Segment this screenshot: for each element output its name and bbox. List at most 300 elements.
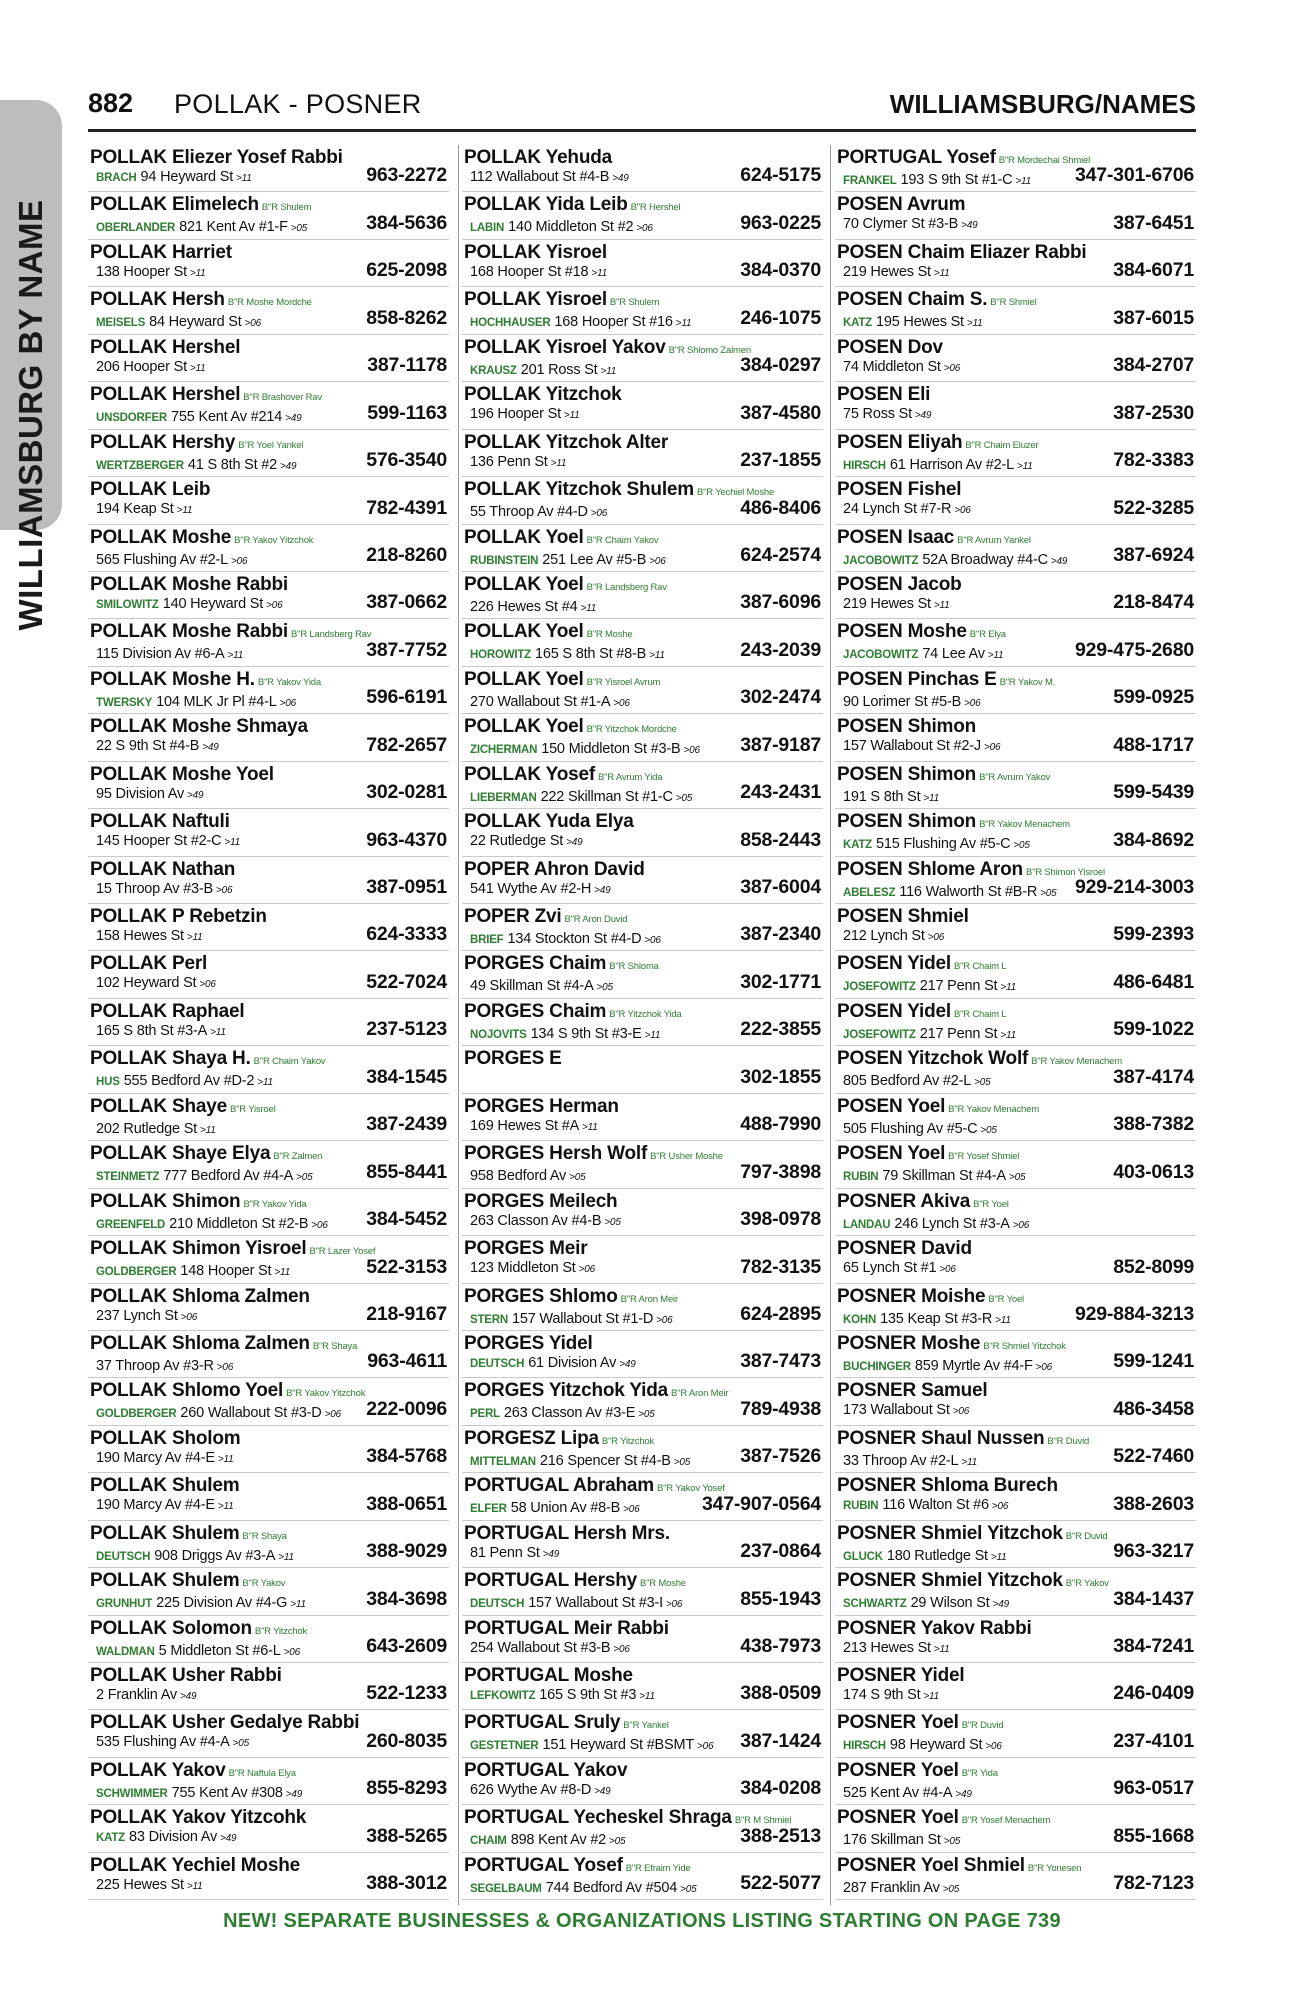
entry-address: 755 Kent Av #214 <box>171 409 283 426</box>
entry-zone: >11 <box>1016 460 1033 472</box>
listing-entry <box>835 1046 1196 1093</box>
entry-phone: 522-3285 <box>1113 496 1194 519</box>
entry-phone: 388-9029 <box>366 1540 447 1563</box>
entry-father: B"R Shmiel Yitzchok <box>983 1340 1066 1352</box>
entry-zone: >06 <box>216 1361 234 1373</box>
entry-address: 260 Wallabout St #3-D <box>180 1405 322 1422</box>
entry-zone: >11 <box>189 267 206 279</box>
entry-name: POSEN Yidel <box>837 1000 951 1022</box>
entry-family: MEISELS <box>96 317 146 330</box>
entry-zone: >05 <box>638 1409 655 1421</box>
entry-zone: >06 <box>590 508 608 520</box>
entry-phone: 963-2272 <box>366 164 447 187</box>
listing-entry <box>88 1426 449 1473</box>
entry-name: POLLAK Yitzchok Alter <box>464 431 669 453</box>
entry-family: HUS <box>96 1076 120 1089</box>
entry-father: B"R Yakov Menachem <box>1031 1056 1122 1068</box>
entry-zone: >06 <box>952 1406 970 1418</box>
entry-family: SCHWIMMER <box>96 1787 168 1800</box>
entry-phone: 237-0864 <box>740 1540 821 1563</box>
entry-name: POLLAK Shaya H. <box>90 1048 251 1070</box>
entry-address: 157 Wallabout St #3-I <box>528 1595 663 1612</box>
listing-entry <box>88 1378 449 1425</box>
entry-name: POLLAK Yosef <box>464 763 595 785</box>
entry-zone: >06 <box>649 555 666 567</box>
entry-name: POSNER Moshe <box>837 1332 981 1354</box>
entry-phone: 387-4174 <box>1113 1065 1194 1088</box>
listing-entry <box>462 572 823 619</box>
entry-name: POLLAK Moshe Yoel <box>90 763 274 785</box>
entry-zone: >49 <box>619 1358 636 1370</box>
entry-address: 123 Middleton St <box>470 1260 576 1277</box>
listing-entry <box>835 477 1196 524</box>
entry-father: B"R Yechiel Moshe <box>696 487 775 499</box>
entry-zone: >05 <box>974 1077 991 1089</box>
entry-father: B"R Elya <box>969 629 1006 641</box>
entry-phone: 237-1855 <box>740 449 821 472</box>
entry-name: POLLAK Hershy <box>90 431 236 453</box>
entry-name: POLLAK Moshe Rabbi <box>90 621 289 643</box>
entry-father: B"R Moshe <box>639 1578 686 1590</box>
entry-zone: >11 <box>189 362 206 374</box>
entry-address: 165 S 8th St #3-A <box>96 1022 208 1039</box>
listing-entry <box>88 477 449 524</box>
listing-entry <box>835 1663 1196 1710</box>
listing-entry <box>462 857 823 904</box>
entry-name: POSEN Eliyah <box>837 431 963 453</box>
entry-family: BRACH <box>96 172 137 184</box>
entry-father: B"R Shaya <box>242 1530 287 1542</box>
entry-address: 505 Flushing Av #5-C <box>843 1120 978 1137</box>
entry-zone: >11 <box>923 792 940 804</box>
entry-zone: >06 <box>644 935 661 946</box>
entry-phone: 388-0651 <box>366 1492 447 1515</box>
entry-father: B"R Landsberg Rav <box>586 581 667 593</box>
entry-zone: >49 <box>612 173 629 184</box>
listing-entry <box>835 999 1196 1046</box>
entry-father: B"R Zalmen <box>273 1151 323 1163</box>
listing-entry <box>88 1331 449 1378</box>
entry-zone: >49 <box>1050 555 1068 567</box>
entry-name: PORTUGAL Sruly <box>464 1712 621 1734</box>
entry-family: WERTZBERGER <box>96 459 184 472</box>
entry-father: B"R Yoel <box>988 1293 1024 1305</box>
entry-name: POLLAK P Rebetzin <box>90 906 267 927</box>
entry-address: 81 Penn St <box>470 1544 540 1561</box>
listing-entry <box>88 809 449 856</box>
section-title: WILLIAMSBURG/NAMES <box>889 89 1196 119</box>
entry-name: POLLAK Moshe Rabbi <box>90 573 289 595</box>
entry-father: B"R Yakov <box>242 1578 286 1590</box>
listing-entry <box>835 335 1196 382</box>
entry-name: PORGES Yitzchok Yida <box>464 1380 669 1402</box>
entry-phone: 596-6191 <box>366 686 447 709</box>
entry-name: POLLAK Usher Rabbi <box>90 1665 282 1686</box>
entry-phone: 852-8099 <box>1113 1255 1194 1278</box>
entry-father: B"R Duvid <box>1047 1435 1090 1447</box>
listing-entry <box>88 1758 449 1805</box>
entry-phone: 522-7460 <box>1113 1445 1194 1468</box>
entry-family: KOHN <box>843 1313 877 1326</box>
entry-phone: 403-0613 <box>1113 1160 1194 1183</box>
entry-address: 174 S 9th St <box>843 1687 921 1703</box>
entry-phone: 384-5452 <box>366 1208 447 1231</box>
entry-father: B"R Yisroel <box>229 1103 276 1115</box>
entry-family: JOSEFOWITZ <box>843 1028 916 1041</box>
entry-name: POSNER Shmiel Yitzchok <box>837 1522 1063 1544</box>
entry-name: POLLAK Shloma Zalmen <box>90 1285 310 1307</box>
entry-zone: >06 <box>665 1599 683 1611</box>
entry-zone: >49 <box>594 884 611 896</box>
entry-zone: >05 <box>232 1738 249 1750</box>
entry-family: GOLDBERGER <box>96 1408 177 1421</box>
entry-family: SCHWARTZ <box>843 1598 907 1611</box>
entry-name: POLLAK Yehuda <box>464 147 613 168</box>
entry-address: 270 Wallabout St #1-A <box>470 693 611 710</box>
listing-entry <box>835 1331 1196 1378</box>
listing-entry <box>462 619 823 666</box>
entry-address: 49 Skillman St #4-A <box>470 978 594 995</box>
entry-name: POSEN Yoel <box>837 1095 946 1117</box>
entry-phone: 963-0517 <box>1113 1777 1194 1800</box>
entry-address: 151 Heyward St #BSMT <box>542 1737 695 1754</box>
entry-phone: 243-2039 <box>740 638 821 661</box>
entry-name: POSEN Eli <box>837 384 931 406</box>
entry-name: POSNER Yidel <box>837 1665 965 1686</box>
entry-zone: >49 <box>914 410 932 422</box>
entry-zone: >11 <box>290 1599 306 1611</box>
entry-family: ELFER <box>470 1503 507 1516</box>
entry-phone: 929-884-3213 <box>1074 1302 1194 1325</box>
entry-zone: >06 <box>697 1741 714 1753</box>
entry-zone: >05 <box>680 1883 697 1895</box>
entry-zone: >11 <box>639 1691 655 1702</box>
listing-entry <box>88 667 449 714</box>
listing-entry <box>462 430 823 477</box>
entry-address: 908 Driggs Av #3-A <box>154 1547 276 1564</box>
entry-address: 287 Franklin Av <box>843 1879 940 1896</box>
entry-father: B"R Moshe Mordche <box>227 297 312 309</box>
entry-zone: >49 <box>285 413 302 425</box>
entry-zone: >06 <box>283 1646 300 1658</box>
entry-name: POSNER Akiva <box>837 1190 971 1212</box>
entry-family: GLUCK <box>843 1550 883 1563</box>
entry-zone: >11 <box>236 173 252 184</box>
entry-address: 95 Division Av <box>96 785 185 802</box>
entry-zone: >05 <box>943 1836 961 1848</box>
listing-entry <box>88 1141 449 1188</box>
listing-entry <box>462 904 823 951</box>
entry-name: POSNER Yoel <box>837 1807 959 1829</box>
listing-entry <box>835 287 1196 334</box>
listing-entry <box>462 762 823 809</box>
entry-address: 52A Broadway #4-C <box>922 551 1048 568</box>
entry-father: B"R Yankel <box>623 1720 669 1732</box>
entry-phone: 388-2603 <box>1113 1492 1194 1515</box>
entry-phone: 387-7752 <box>366 638 447 661</box>
listing-entry <box>462 714 823 761</box>
entry-zone: >11 <box>990 1551 1007 1563</box>
entry-phone: 522-5077 <box>740 1872 821 1895</box>
entry-phone: 302-1855 <box>740 1065 821 1088</box>
entry-father: B"R Chaim L <box>953 961 1007 973</box>
entry-name: PORGES Meilech <box>464 1190 618 1212</box>
listing-entry <box>462 1331 823 1378</box>
listing-entry <box>835 1141 1196 1188</box>
entry-father: B"R Chaim L <box>953 1008 1007 1020</box>
entry-address: 65 Lynch St #1 <box>843 1260 937 1277</box>
entry-zone: >05 <box>604 1216 621 1228</box>
listing-entry <box>835 1568 1196 1615</box>
entry-phone: 576-3540 <box>366 449 447 472</box>
entry-name: POSEN Fishel <box>837 479 962 501</box>
entry-address: 210 Middleton St #2-B <box>169 1215 309 1232</box>
entry-zone: >49 <box>961 220 978 232</box>
entry-zone: >11 <box>987 650 1004 662</box>
entry-family: LANDAU <box>843 1218 891 1231</box>
entry-phone: 384-0297 <box>740 354 821 377</box>
entry-zone: >49 <box>187 789 204 801</box>
entry-zone: >06 <box>230 555 248 567</box>
entry-phone: 387-2439 <box>366 1113 447 1136</box>
entry-father: B"R Yosef Menachem <box>961 1815 1051 1827</box>
entry-zone: >11 <box>563 410 580 422</box>
entry-phone: 855-1943 <box>740 1587 821 1610</box>
entry-address: 84 Heyward St <box>149 314 242 331</box>
entry-phone: 625-2098 <box>366 259 447 282</box>
entry-father: B"R Chaim Yakov <box>586 534 659 546</box>
listing-entry <box>835 382 1196 429</box>
entry-name: POLLAK Yakov <box>90 1759 226 1781</box>
entry-zone: >05 <box>290 223 308 235</box>
entry-family: HOCHHAUSER <box>470 317 551 330</box>
entry-name: POLLAK Yisroel Yakov <box>464 336 666 358</box>
listing-entry <box>835 572 1196 619</box>
entry-phone: 398-0978 <box>740 1208 821 1231</box>
entry-name: POLLAK Raphael <box>90 1000 245 1022</box>
entry-name: POSEN Dov <box>837 336 943 358</box>
entry-father: B"R Lazer Yosef <box>309 1246 376 1258</box>
listing-entry <box>88 619 449 666</box>
entry-name: PORGES Hersh Wolf <box>464 1143 648 1165</box>
entry-name: POLLAK Yitzchok Shulem <box>464 479 694 501</box>
entry-name: PORGES Shlomo <box>464 1285 618 1307</box>
entry-zone: >11 <box>582 1121 598 1133</box>
listing-entry <box>835 904 1196 951</box>
entry-name: POLLAK Nathan <box>90 858 236 880</box>
entry-name: POSNER Samuel <box>837 1380 988 1402</box>
entry-zone: >49 <box>992 1599 1009 1611</box>
entry-address: 157 Wallabout St #1-D <box>511 1310 654 1327</box>
entry-address: 158 Hewes St <box>96 928 184 944</box>
listing-entry <box>88 1616 449 1663</box>
entry-phone: 522-7024 <box>366 970 447 993</box>
entry-address: 193 S 9th St #1-C <box>900 172 1013 188</box>
entry-family: SMILOWITZ <box>96 598 159 611</box>
entry-father: B"R Yakov Yida <box>257 676 321 688</box>
entry-zone: >11 <box>1000 1029 1017 1041</box>
entry-zone: >11 <box>580 602 597 614</box>
entry-name: POLLAK Yida Leib <box>464 194 628 216</box>
entry-address: 140 Middleton St #2 <box>508 219 634 236</box>
entry-address: 246 Lynch St #3-A <box>894 1215 1010 1232</box>
listing-entry <box>835 192 1196 239</box>
entry-phone: 218-8474 <box>1113 591 1194 614</box>
entry-father: B"R Shaya <box>312 1340 358 1352</box>
listing-entry <box>462 287 823 334</box>
entry-zone: >06 <box>266 599 283 611</box>
entry-zone: >11 <box>961 1456 978 1468</box>
entry-zone: >06 <box>578 1264 595 1276</box>
entry-father: B"R Usher Moshe <box>650 1151 723 1163</box>
entry-family: NOJOVITS <box>470 1028 527 1041</box>
entry-name: POLLAK Usher Gedalye Rabbi <box>90 1712 360 1734</box>
entry-family: KATZ <box>843 839 873 852</box>
entry-name: PORTUGAL Yosef <box>464 1854 623 1876</box>
entry-name: PORGES Herman <box>464 1095 619 1117</box>
entry-name: POSEN Moshe <box>837 621 967 643</box>
entry-father: B"R Yakov Yitzchok <box>234 534 314 546</box>
listing-entry <box>88 335 449 382</box>
entry-family: LABIN <box>470 222 505 235</box>
entry-father: B"R Shimon Yisroel <box>1025 866 1105 878</box>
entry-address: 565 Flushing Av #2-L <box>96 551 228 568</box>
entry-address: 41 S 8th St #2 <box>187 456 277 473</box>
entry-family: BRIEF <box>470 934 504 946</box>
entry-family: GESTETNER <box>470 1740 539 1753</box>
entry-name: POSNER Yoel <box>837 1759 959 1781</box>
listing-entry <box>462 1473 823 1520</box>
entry-phone: 302-2474 <box>740 686 821 709</box>
entry-address: 859 Myrtle Av #4-F <box>914 1357 1033 1374</box>
entry-address: 190 Marcy Av #4-E <box>96 1497 215 1514</box>
entry-address: 251 Lee Av #5-B <box>542 551 647 568</box>
listing-entry <box>88 525 449 572</box>
entry-address: 169 Hewes St #A <box>470 1117 580 1134</box>
entry-address: 134 Stockton St #4-D <box>507 931 642 947</box>
listing-entry <box>88 951 449 998</box>
entry-phone: 387-0662 <box>366 591 447 614</box>
listing-entry <box>835 857 1196 904</box>
listing-entry <box>462 1236 823 1283</box>
listing-entry <box>88 430 449 477</box>
entry-name: POLLAK Moshe Shmaya <box>90 716 308 738</box>
entry-zone: >06 <box>199 979 216 991</box>
listing-entry <box>88 714 449 761</box>
entry-name-line <box>837 1191 1196 1215</box>
entry-zone: >06 <box>983 742 1001 754</box>
entry-zone: >05 <box>1013 840 1030 852</box>
entry-address: 116 Walton St #6 <box>882 1497 989 1514</box>
entry-zone: >11 <box>591 267 607 279</box>
entry-name: POLLAK Yoel <box>464 621 584 643</box>
entry-phone: 246-1075 <box>740 306 821 329</box>
entry-phone: 963-4611 <box>367 1350 447 1373</box>
entry-address: 821 Kent Av #1-F <box>179 219 288 236</box>
entry-address: 195 Hewes St <box>876 314 964 331</box>
entry-address: 75 Ross St <box>843 406 912 423</box>
entry-family: FRANKEL <box>843 175 897 187</box>
entry-phone: 387-0951 <box>366 876 447 898</box>
entry-father: B"R Duvid <box>1065 1530 1108 1542</box>
listing-entry <box>88 1284 449 1331</box>
entry-phone: 855-8441 <box>366 1160 447 1183</box>
entry-phone: 384-3698 <box>366 1587 447 1610</box>
entry-zone: >06 <box>1035 1361 1053 1373</box>
entry-name: POLLAK Shulem <box>90 1570 240 1592</box>
entry-phone: 222-3855 <box>740 1018 821 1041</box>
entry-zone: >11 <box>1000 982 1017 994</box>
entry-family: DEUTSCH <box>470 1357 525 1370</box>
entry-zone: >11 <box>933 599 950 611</box>
entry-family: UNSDORFER <box>96 412 168 425</box>
listing-entry <box>88 762 449 809</box>
entry-address: 98 Heyward St <box>889 1737 983 1754</box>
entry-address: 225 Hewes St <box>96 1876 184 1893</box>
entry-family: SEGELBAUM <box>470 1882 542 1895</box>
side-tab-label: WILLIAMSBURG BY NAME <box>12 199 49 631</box>
entry-phone: 797-3898 <box>740 1160 821 1183</box>
entry-name: POSNER Shmiel Yitzchok <box>837 1570 1063 1592</box>
entry-phone: 347-907-0564 <box>701 1492 821 1515</box>
entry-zone: >05 <box>1008 1172 1026 1184</box>
entry-family: STERN <box>470 1313 508 1326</box>
listing-column-3 <box>835 145 1196 1905</box>
listing-entry <box>462 192 823 239</box>
entry-father: B"R Avrum Yida <box>597 771 663 783</box>
entry-address: 201 Ross St <box>520 361 598 378</box>
entry-father: B"R Mordechai Shmiel <box>998 155 1090 166</box>
entry-phone: 643-2609 <box>366 1635 447 1657</box>
listing-entry <box>835 1473 1196 1520</box>
listing-entry <box>835 762 1196 809</box>
entry-address: 222 Skillman St #1-C <box>540 788 673 805</box>
entry-zone: >49 <box>179 1691 197 1702</box>
entry-father: B"R Moshe <box>586 629 633 641</box>
entry-zone: >11 <box>600 365 617 377</box>
entry-phone: 624-3333 <box>366 923 447 946</box>
entry-address: 22 Rutledge St <box>470 833 564 850</box>
entry-zone: >49 <box>220 1833 237 1845</box>
listing-entry <box>835 430 1196 477</box>
listing-entry <box>835 1378 1196 1425</box>
entry-address: 135 Keap St #3-R <box>880 1310 993 1327</box>
entry-name: POSEN Jacob <box>837 573 962 595</box>
listing-entry <box>835 809 1196 856</box>
entry-zone: >06 <box>939 1264 956 1276</box>
entry-phone: 384-1437 <box>1113 1587 1194 1610</box>
entry-family: HIRSCH <box>843 459 886 472</box>
entry-address: 196 Hooper St <box>470 406 561 423</box>
entry-name: POSNER Shloma Burech <box>837 1475 1058 1497</box>
entry-address: 898 Kent Av #2 <box>510 1832 606 1849</box>
entry-phone: 486-8406 <box>740 496 821 519</box>
entry-phone: 387-9187 <box>740 733 821 756</box>
entry-name: POLLAK Sholom <box>90 1427 241 1449</box>
entry-father: B"R Shulem <box>609 297 660 309</box>
entry-phone: 782-7123 <box>1113 1872 1194 1895</box>
entry-address: 191 S 8th St <box>843 788 921 805</box>
entry-address: 202 Rutledge St <box>96 1120 197 1137</box>
entry-family: OBERLANDER <box>96 222 176 235</box>
entry-father: B"R Yakov M. <box>999 676 1056 688</box>
entry-phone: 384-0370 <box>740 259 821 282</box>
listing-entry <box>835 1616 1196 1663</box>
listing-entry <box>462 809 823 856</box>
entry-address: 180 Rutledge St <box>886 1547 988 1564</box>
entry-father: B"R Naftula Elya <box>228 1767 296 1779</box>
entry-address: 83 Division Av <box>129 1829 218 1846</box>
